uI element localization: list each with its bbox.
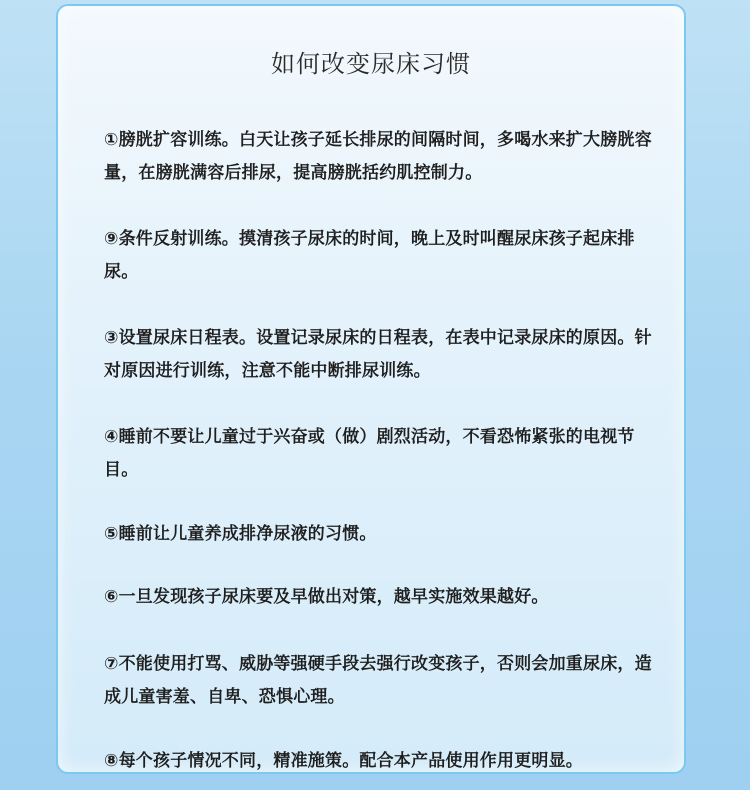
- tip-item-4: ④睡前不要让儿童过于兴奋或（做）剧烈活动，不看恐怖紧张的电视节目。: [104, 427, 635, 480]
- tip-item-1: ①膀胱扩容训练。白天让孩子延长排尿的间隔时间，多喝水来扩大膀胱容量，在膀胱满容后排尿，提高膀胱括约肌控制力。: [104, 130, 652, 183]
- tip-item-2: ⑨条件反射训练。摸清孩子尿床的时间，晚上及时叫醒尿床孩子起床排尿。: [104, 229, 635, 282]
- tip-item-3: ③设置尿床日程表。设置记录尿床的日程表，在表中记录尿床的原因。针对原因进行训练，注意不能中断排尿训练。: [104, 328, 652, 381]
- page-title: 如何改变尿床习惯: [271, 50, 471, 78]
- tip-item-7: ⑦不能使用打骂、威胁等强硬手段去强行改变孩子，否则会加重尿床，造成儿童害羞、自卑、恐惧心理。: [104, 654, 652, 707]
- content-card: [56, 4, 686, 774]
- tip-item-6: ⑥一旦发现孩子尿床要及早做出对策，越早实施效果越好。: [104, 587, 549, 607]
- tip-item-8: ⑧每个孩子情况不同，精准施策。配合本产品使用作用更明显。: [104, 751, 583, 771]
- tip-item-5: ⑤睡前让儿童养成排净尿液的习惯。: [104, 524, 377, 544]
